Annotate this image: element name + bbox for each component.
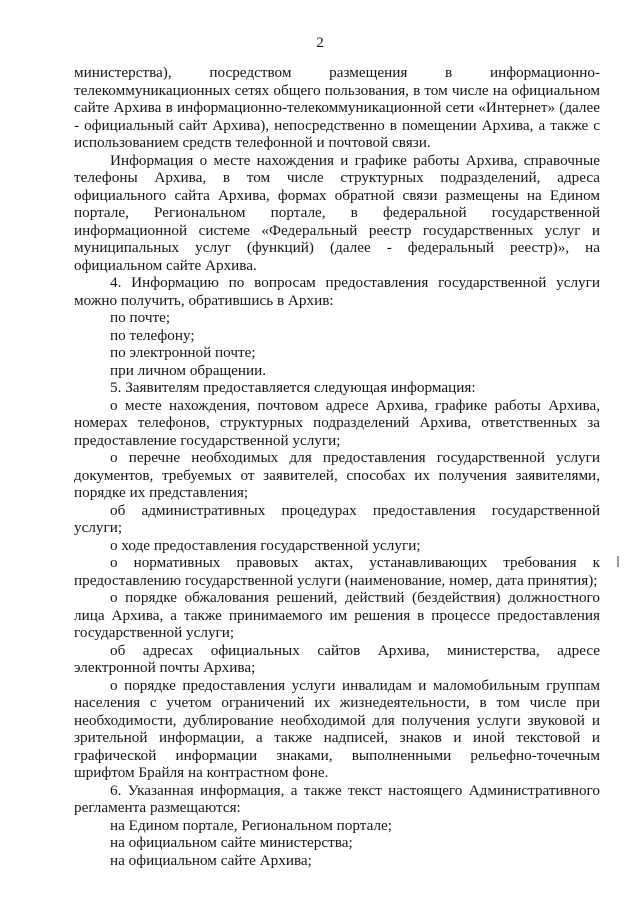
document-body bbox=[74, 64, 600, 869]
list-item: на официальном сайте министерства; bbox=[110, 834, 353, 851]
list-item: на официальном сайте Архива; bbox=[110, 851, 312, 869]
scan-artifact-mark bbox=[617, 556, 619, 567]
paragraph: о порядке обжалования решений, действий (бездействия) должностного лица Архива, а также принимаемого им решения в процессе предоставления государственной услуги; bbox=[74, 589, 600, 641]
paragraph: 5. Заявителям предоставляется следующая информация: bbox=[110, 379, 476, 396]
paragraph: Информация о месте нахождения и графике работы Архива, справочные телефоны Архива, в том числе структурных подразделений, адреса официального сайта Архива, формах обратной связи размещены на Едином портале, Региональном портале, в федеральной государственной информационной системе «Федеральный реестр государственных услуг и муниципальных услуг (функций) (далее - федеральный реестр)», на официальном сайте Архива. bbox=[74, 151, 600, 274]
paragraph: об административных процедурах предоставления государственной услуги; bbox=[74, 501, 600, 536]
paragraph: о порядке предоставления услуги инвалидам и маломобильным группам населения с учетом ограничений их жизнедеятельности, в том числе при необходимости, дублирование необходимой для получения услуги звуковой и зрительной информации, а также надписей, знаков и иной текстовой и графической информации знаками, выполненными рельефно-точечным шрифтом Брайля на контрастном фоне. bbox=[74, 676, 600, 781]
list-item: при личном обращении. bbox=[110, 361, 267, 379]
list-item: на Едином портале, Региональном портале; bbox=[110, 816, 392, 834]
paragraph: об адресах официальных сайтов Архива, министерства, адресе электронной почты Архива; bbox=[74, 641, 600, 676]
list-item: по телефону; bbox=[110, 326, 195, 344]
paragraph: 6. Указанная информация, а также текст настоящего Административного регламента размещаются: bbox=[74, 781, 600, 816]
paragraph: 4. Информацию по вопросам предоставления государственной услуги можно получить, обратившись в Архив: bbox=[74, 274, 600, 309]
paragraph: о месте нахождения, почтовом адресе Архива, графике работы Архива, номерах телефонов, структурных подразделений Архива, ответственных за предоставление государственной услуги; bbox=[74, 396, 600, 449]
paragraph: о ходе предоставления государственной услуги; bbox=[110, 536, 421, 554]
paragraph: о перечне необходимых для предоставления государственной услуги документов, требуемых от заявителей, способах их получения заявителями, порядке их представления; bbox=[74, 449, 600, 501]
paragraph: министерства), посредством размещения в информационно-телекоммуникационных сетях общего пользования, в том числе на официальном сайте Архива в информационно-телекоммуникационной сети «Интернет» (далее - официальный сайт Архива), непосредственно в помещении Архива, а также с использованием средств телефонной и почтовой связи. bbox=[74, 64, 600, 151]
list-item: по электронной почте; bbox=[110, 344, 256, 361]
page-number: 2 bbox=[316, 35, 324, 51]
list-item: по почте; bbox=[110, 309, 171, 326]
paragraph: о нормативных правовых актах, устанавливающих требования к предоставлению государственной услуги (наименование, номер, дата принятия); bbox=[74, 554, 600, 589]
